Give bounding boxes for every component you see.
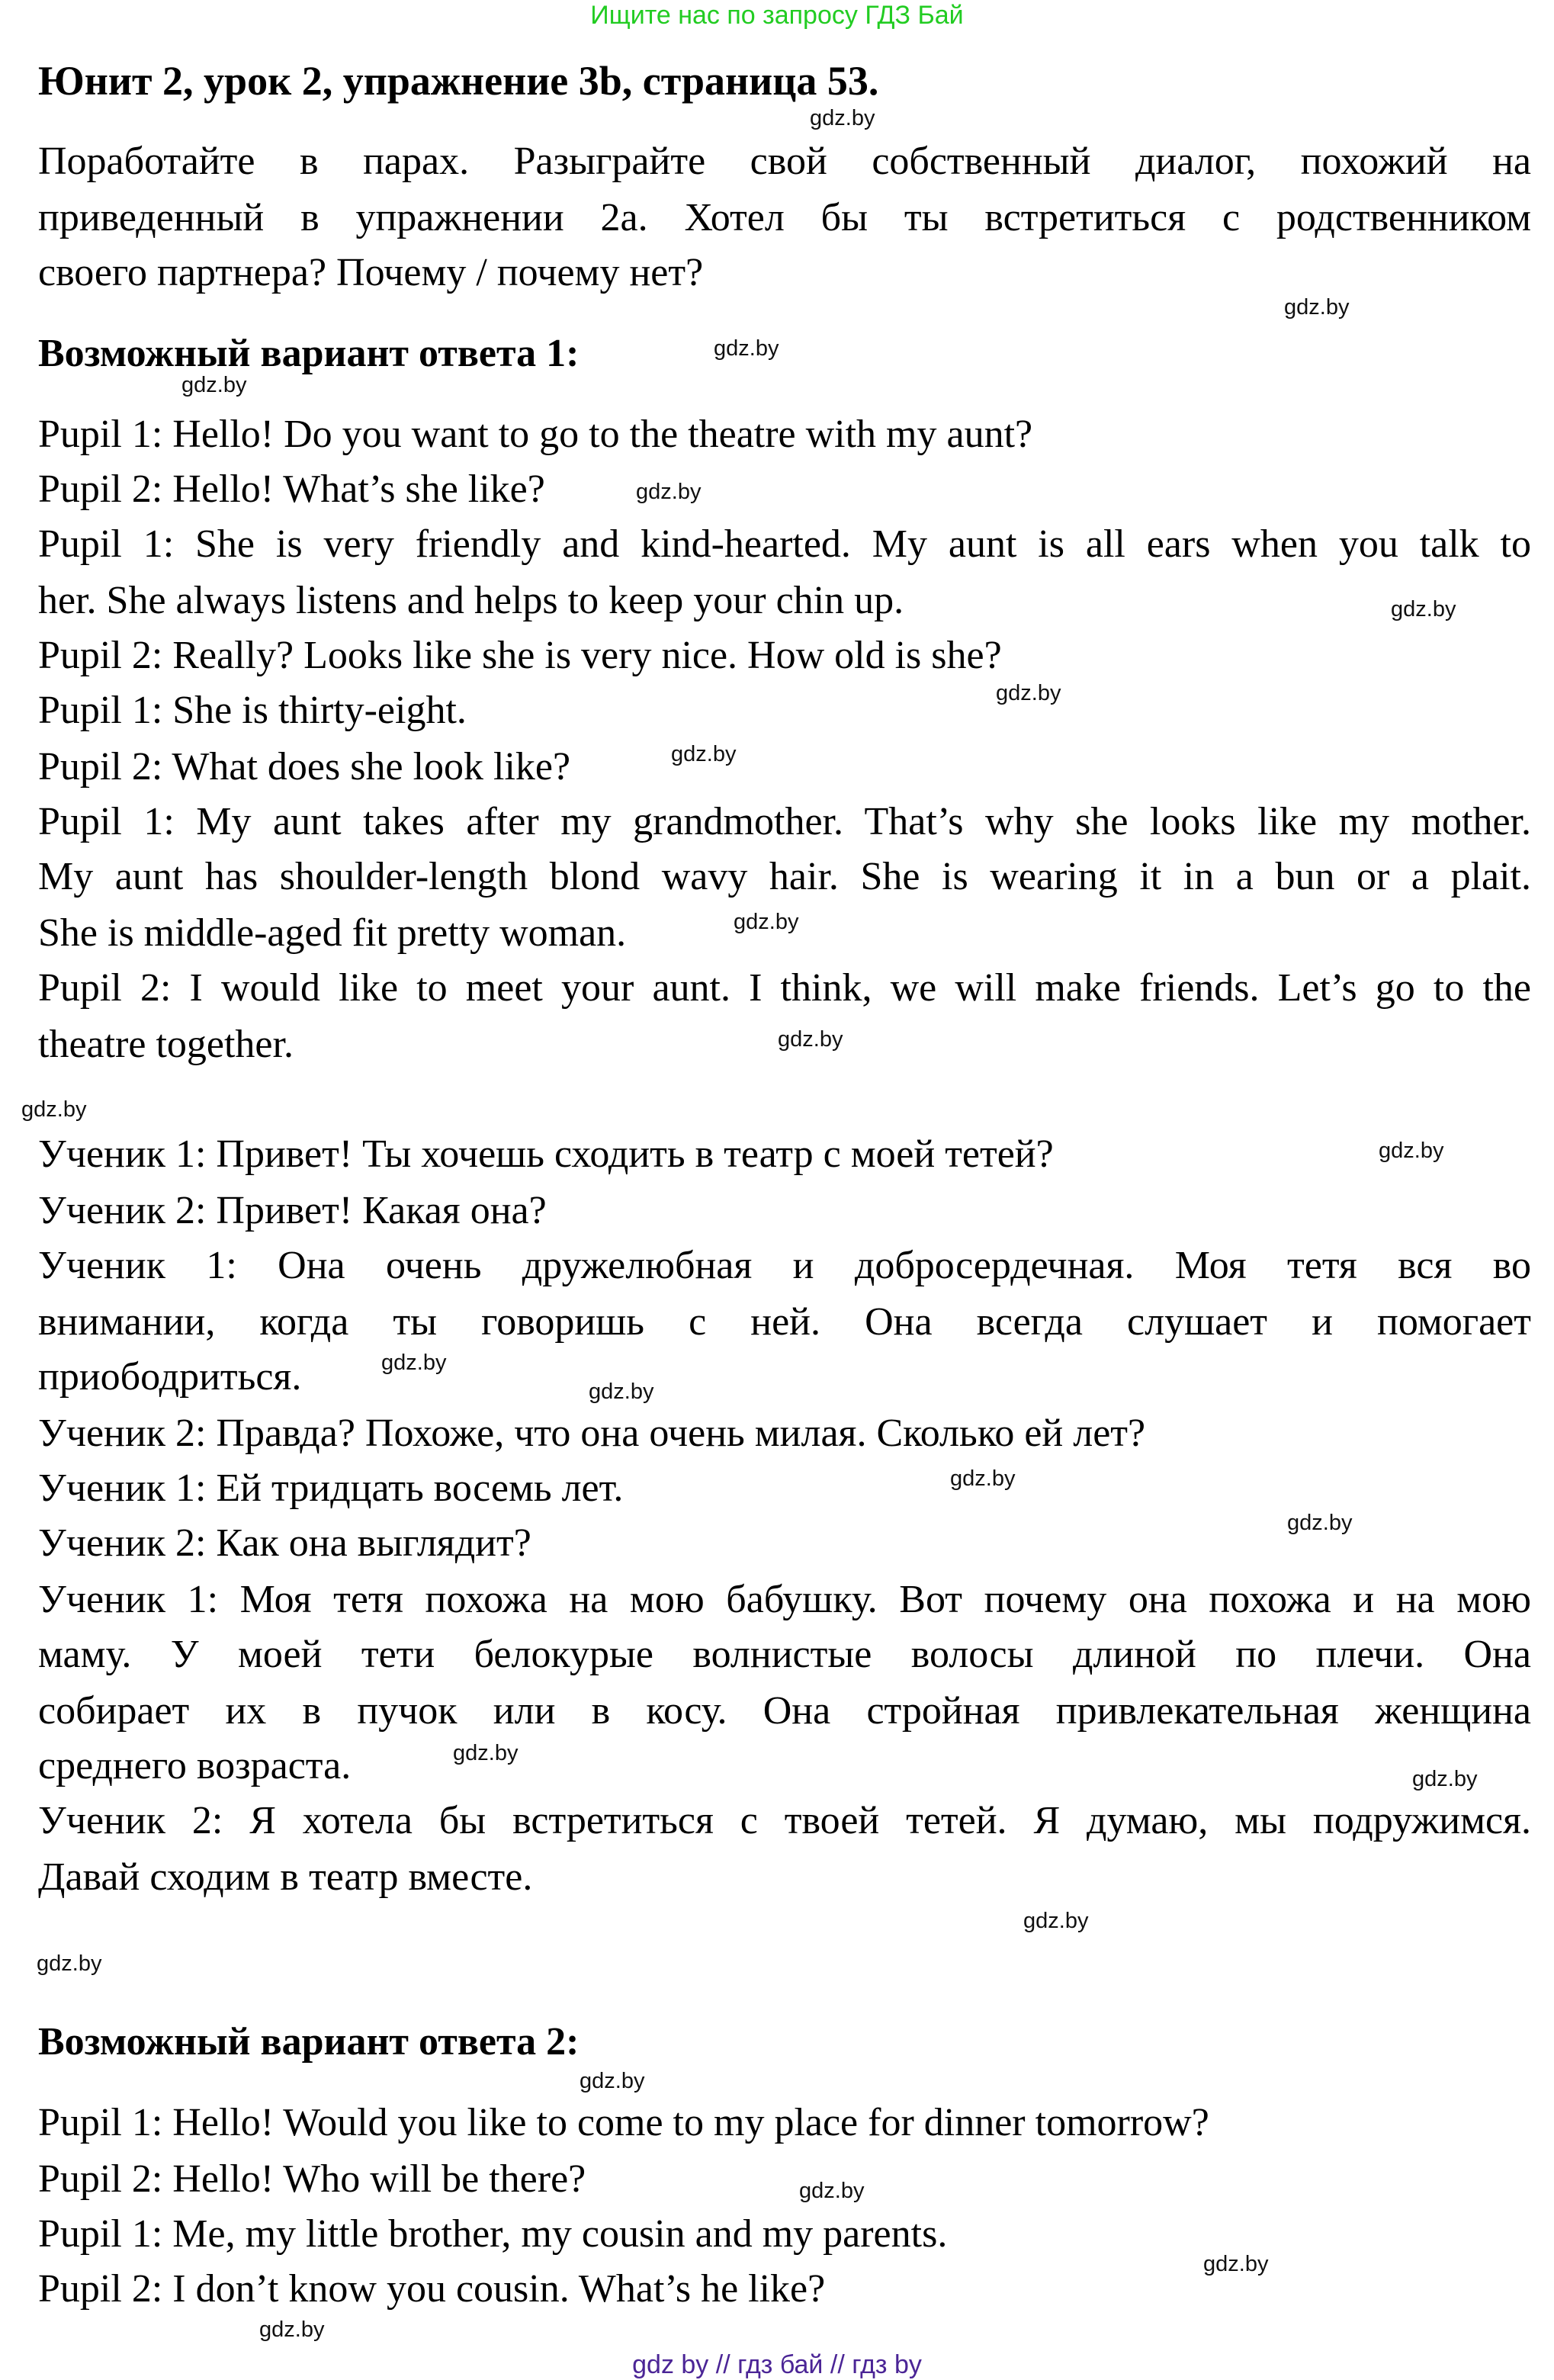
watermark: gdz.by <box>181 373 247 397</box>
watermark: gdz.by <box>1023 1909 1089 1933</box>
dialog-line: Pupil 1: Hello! Would you like to come to my place for dinner tomorrow? <box>38 2101 1209 2144</box>
footer-links[interactable]: gdz by // гдз бай // гдз by <box>632 2350 922 2379</box>
watermark: gdz.by <box>1412 1767 1478 1791</box>
task-line: Поработайте в парах. Разыграйте свой собственный диалог, похожий на <box>38 140 1531 183</box>
task-line: приведенный в упражнении 2а. Хотел бы ты встретиться с родственником <box>38 196 1531 239</box>
dialog-line-ru: приободриться. <box>38 1355 302 1399</box>
dialog-line-ru: внимании, когда ты говоришь с ней. Она всегда слушает и помогает <box>38 1300 1531 1344</box>
dialog-line: Pupil 2: Really? Looks like she is very nice. How old is she? <box>38 634 1002 677</box>
watermark: gdz.by <box>734 910 799 934</box>
watermark: gdz.by <box>799 2179 865 2203</box>
dialog-line-ru: Ученик 2: Привет! Какая она? <box>38 1189 547 1232</box>
dialog-line: her. She always listens and helps to keep your chin up. <box>38 579 904 622</box>
dialog-line: Pupil 2: I don’t know you cousin. What’s he like? <box>38 2267 826 2311</box>
dialog-line: Pupil 1: Me, my little brother, my cousin and my parents. <box>38 2212 948 2256</box>
dialog-line-ru: среднего возраста. <box>38 1744 352 1787</box>
task-line: своего партнера? Почему / почему нет? <box>38 251 704 294</box>
watermark: gdz.by <box>580 2069 645 2093</box>
answer2-heading: Возможный вариант ответа 2: <box>38 2020 580 2064</box>
watermark: gdz.by <box>381 1351 447 1375</box>
dialog-line: Pupil 1: Hello! Do you want to go to the theatre with my aunt? <box>38 413 1033 456</box>
watermark: gdz.by <box>1391 597 1456 621</box>
dialog-line-ru: Ученик 1: Она очень дружелюбная и добросердечная. Моя тетя вся во <box>38 1244 1531 1287</box>
dialog-line: Pupil 2: I would like to meet your aunt. I think, we will make friends. Let’s go to the <box>38 966 1531 1010</box>
watermark: gdz.by <box>778 1027 843 1052</box>
dialog-line: She is middle-aged fit pretty woman. <box>38 911 627 955</box>
watermark: gdz.by <box>950 1466 1016 1491</box>
watermark: gdz.by <box>714 336 779 361</box>
dialog-line-ru: Ученик 1: Привет! Ты хочешь сходить в театр с моей тетей? <box>38 1132 1054 1176</box>
watermark: gdz.by <box>1284 295 1350 320</box>
watermark: gdz.by <box>1287 1511 1353 1535</box>
dialog-line-ru: маму. У моей тети белокурые волнистые волосы длиной по плечи. Она <box>38 1633 1531 1676</box>
dialog-line: theatre together. <box>38 1023 294 1066</box>
dialog-line: My aunt has shoulder-length blond wavy hair. She is wearing it in a bun or a plait. <box>38 855 1531 898</box>
dialog-line: Pupil 2: Hello! What’s she like? <box>38 467 545 511</box>
watermark: gdz.by <box>636 480 702 504</box>
dialog-line: Pupil 1: She is very friendly and kind-hearted. My aunt is all ears when you talk to <box>38 522 1531 566</box>
watermark: gdz.by <box>453 1741 519 1765</box>
dialog-line-ru: Давай сходим в театр вместе. <box>38 1855 533 1899</box>
search-promo-link[interactable]: Ищите нас по запросу ГДЗ Бай <box>590 1 964 30</box>
watermark: gdz.by <box>1379 1139 1444 1163</box>
dialog-line-ru: Ученик 2: Правда? Похоже, что она очень милая. Сколько ей лет? <box>38 1412 1146 1455</box>
watermark: gdz.by <box>259 2317 325 2342</box>
dialog-line-ru: Ученик 2: Как она выглядит? <box>38 1521 531 1565</box>
watermark: gdz.by <box>671 742 737 766</box>
dialog-line: Pupil 1: She is thirty-eight. <box>38 689 467 732</box>
watermark: gdz.by <box>1203 2252 1269 2276</box>
dialog-line: Pupil 2: What does she look like? <box>38 745 571 789</box>
watermark: gdz.by <box>37 1951 102 1976</box>
answer1-heading: Возможный вариант ответа 1: <box>38 332 580 375</box>
page-title: Юнит 2, урок 2, упражнение 3b, страница 53. <box>38 58 879 104</box>
watermark: gdz.by <box>996 681 1061 705</box>
dialog-line-ru: собирает их в пучок или в косу. Она стройная привлекательная женщина <box>38 1689 1531 1733</box>
dialog-line-ru: Ученик 2: Я хотела бы встретиться с твоей тетей. Я думаю, мы подружимся. <box>38 1799 1531 1842</box>
watermark: gdz.by <box>21 1097 87 1122</box>
watermark: gdz.by <box>589 1380 654 1404</box>
dialog-line: Pupil 1: My aunt takes after my grandmother. That’s why she looks like my mother. <box>38 800 1531 843</box>
dialog-line: Pupil 2: Hello! Who will be there? <box>38 2157 586 2201</box>
dialog-line-ru: Ученик 1: Ей тридцать восемь лет. <box>38 1466 624 1510</box>
watermark: gdz.by <box>810 106 875 130</box>
dialog-line-ru: Ученик 1: Моя тетя похожа на мою бабушку. Вот почему она похожа и на мою <box>38 1578 1531 1621</box>
